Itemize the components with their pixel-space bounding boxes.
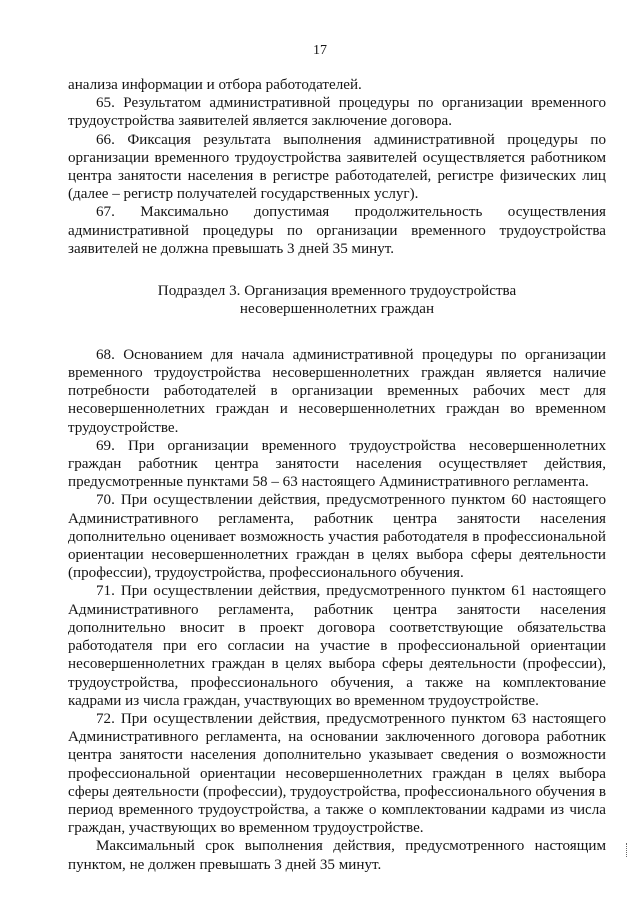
paragraph-66: 66. Фиксация результата выполнения административной процедуры по организации временного трудоустройства заявителей осуществляется работником центра занятости населения в регистре работодателей, регистре физических лиц (далее – регистр получателей государственных услуг). xyxy=(68,131,606,203)
subsection-heading-line1: Подраздел 3. Организация временного трудоустройства xyxy=(157,283,517,300)
subsection-heading-line2: несовершеннолетних граждан xyxy=(239,301,435,318)
paragraph-69: 69. При организации временного трудоустройства несовершеннолетних граждан работник центра занятости населения осуществляет действия, предусмотренные пунктами 58 – 63 настоящего Административного регламента. xyxy=(68,437,606,491)
paragraph-70: 70. При осуществлении действия, предусмотренного пунктом 60 настоящего Административного регламента, работник центра занятости населения дополнительно оценивает возможность участия работодателя в профессиональной ориентации несовершеннолетних граждан в целях выбора сферы деятельности (профессии), трудоустройства, профессионального обучения. xyxy=(68,492,606,582)
paragraph-71: 71. При осуществлении действия, предусмотренного пунктом 61 настоящего Административного регламента, работник центра занятости населения дополнительно вносит в проект договора соответствующие обязательства работодателя при его согласии на участие в профессиональной ориентации несовершеннолетних граждан в целях выбора сферы деятельности (профессии), трудоустройства, профессионального обучения, а также на комплектование кадрами из числа граждан, участвующих во временном трудоустройстве. xyxy=(68,583,606,709)
paragraph-72: 72. При осуществлении действия, предусмотренного пунктом 63 настоящего Административного регламента, на основании заключенного договора работник центра занятости населения дополнительно указывает сведения о возможности профессиональной ориентации несовершеннолетних граждан в целях выбора сферы деятельности (профессии), трудоустройства, профессионального обучения в период временного трудоустройства, а также о комплектовании кадрами из числа граждан, участвующих во временном трудоустройстве. xyxy=(68,710,606,837)
paragraph-continuation: анализа информации и отбора работодателей. xyxy=(68,77,362,93)
page-number: 17 xyxy=(313,43,327,58)
subsection-heading xyxy=(68,282,606,319)
paragraph-65: 65. Результатом административной процедуры по организации временного трудоустройства заявителей является заключение договора. xyxy=(68,95,606,130)
paragraph-68: 68. Основанием для начала административной процедуры по организации временного трудоустройства несовершеннолетних граждан является наличие потребности работодателей в организации временных рабочих мест для несовершеннолетних граждан и несовершеннолетних граждан во временном трудоустройстве. xyxy=(68,346,606,436)
paragraph-max-duration: Максимальный срок выполнения действия, предусмотренного настоящим пунктом, не должен превышать 3 дней 35 минут. xyxy=(68,838,606,873)
scan-edge-mark xyxy=(626,843,631,857)
document-body xyxy=(68,76,606,874)
paragraph-67: 67. Максимально допустимая продолжительность осуществления административной процедуры по организации временного трудоустройства заявителей не должна превышать 3 дней 35 минут. xyxy=(68,204,606,257)
